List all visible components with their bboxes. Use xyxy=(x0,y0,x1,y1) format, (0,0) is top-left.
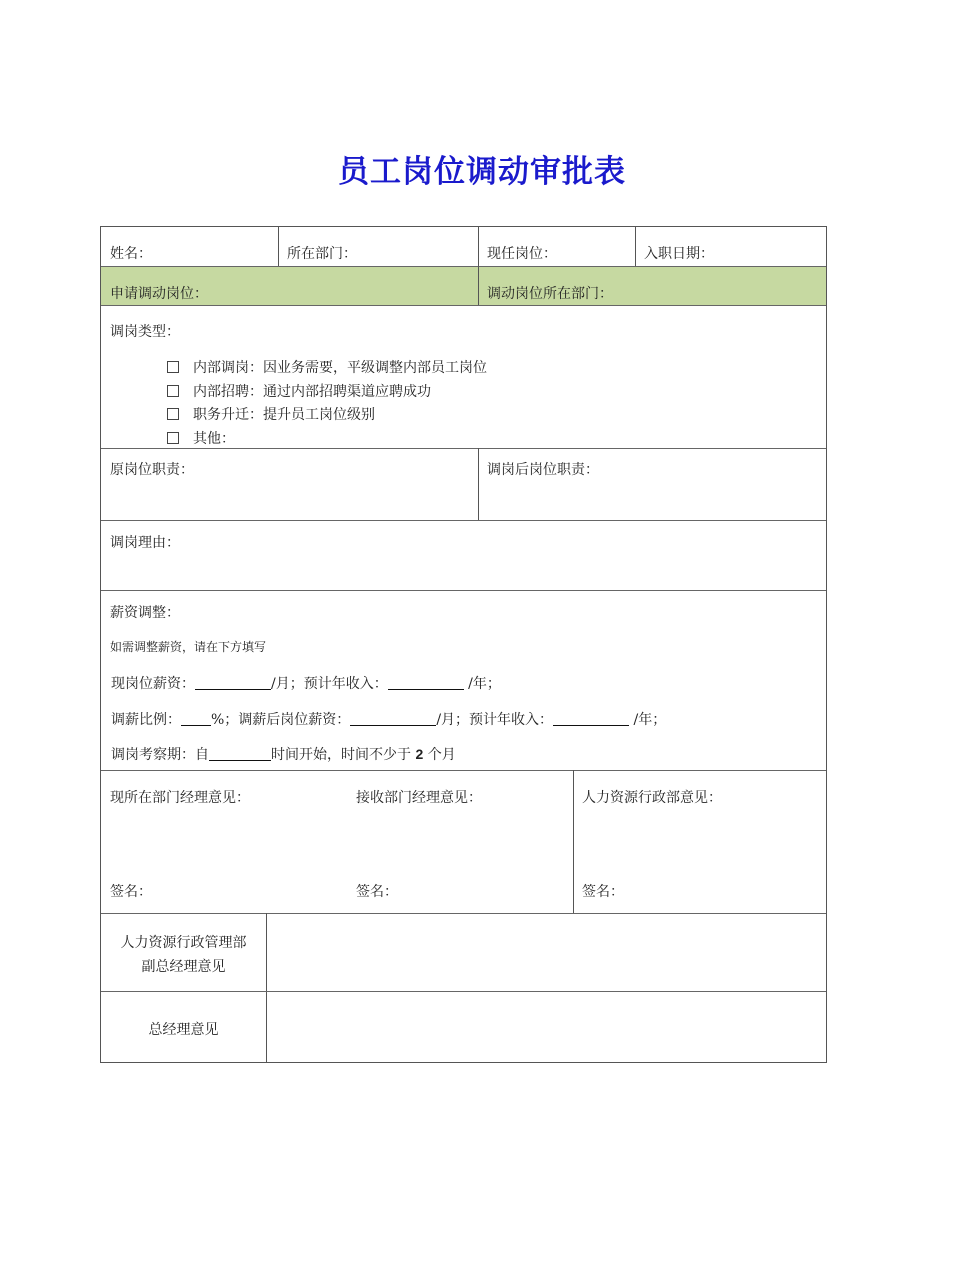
checkbox-icon[interactable] xyxy=(167,385,179,397)
current-position-label: 现任岗位： xyxy=(487,246,557,262)
salary-label: 薪资调整： xyxy=(110,605,180,621)
original-duties-label: 原岗位职责： xyxy=(110,462,194,478)
current-manager-opinion-label: 现所在部门经理意见： xyxy=(110,790,250,806)
current-salary-field[interactable] xyxy=(195,675,271,690)
divider xyxy=(573,770,574,913)
divider xyxy=(478,448,479,520)
divider xyxy=(278,227,279,266)
gm-opinion-label: 总经理意见 xyxy=(148,1022,219,1038)
divider xyxy=(101,770,826,771)
name-label: 姓名： xyxy=(110,246,152,262)
hr-dept-opinion-label: 人力资源行政部意见： xyxy=(582,790,722,806)
divider xyxy=(478,266,479,305)
checkbox-icon[interactable] xyxy=(167,361,179,373)
transfer-type-label: 调岗类型： xyxy=(110,324,180,340)
divider xyxy=(101,913,826,914)
new-annual-field[interactable] xyxy=(553,711,629,726)
transfer-target-row xyxy=(101,266,826,305)
probation-line: 调岗考察期：自 时间开始，时间不少于 2 个月 xyxy=(111,746,456,763)
approval-form xyxy=(100,226,827,1063)
divider xyxy=(101,991,826,992)
checkbox-icon[interactable] xyxy=(167,408,179,420)
signature-label: 签名： xyxy=(582,884,624,900)
divider xyxy=(635,227,636,266)
divider xyxy=(101,520,826,521)
checkbox-icon[interactable] xyxy=(167,432,179,444)
checkbox-promotion[interactable]: 职务升迁：提升员工岗位级别 xyxy=(167,404,375,424)
signature-label: 签名： xyxy=(110,884,152,900)
checkbox-internal-recruitment[interactable]: 内部招聘：通过内部招聘渠道应聘成功 xyxy=(167,381,431,401)
salary-line-adjusted: 调薪比例： %；调薪后岗位薪资： /月；预计年收入： /年； xyxy=(111,712,667,728)
page-title: 员工岗位调动审批表 xyxy=(338,154,626,190)
divider xyxy=(101,448,826,449)
dept-label: 所在部门： xyxy=(287,246,357,262)
probation-start-field[interactable] xyxy=(209,746,271,761)
salary-note: 如需调整薪资，请在下方填写 xyxy=(110,640,267,654)
new-salary-field[interactable] xyxy=(350,711,436,726)
salary-line-current: 现岗位薪资： /月；预计年收入： /年； xyxy=(111,676,501,692)
vp-opinion-label-line1: 人力资源行政管理部 xyxy=(120,935,247,951)
checkbox-internal-transfer[interactable]: 内部调岗：因业务需要，平级调整内部员工岗位 xyxy=(167,357,487,377)
vp-opinion-label-line2: 副总经理意见 xyxy=(141,959,226,975)
target-dept-label: 调动岗位所在部门： xyxy=(487,286,613,302)
apply-position-label: 申请调动岗位： xyxy=(110,286,208,302)
receiving-manager-opinion-label: 接收部门经理意见： xyxy=(356,790,482,806)
divider xyxy=(266,913,267,1062)
divider xyxy=(478,227,479,266)
signature-label: 签名： xyxy=(356,884,398,900)
divider xyxy=(101,590,826,591)
hire-date-label: 入职日期： xyxy=(644,246,714,262)
current-annual-field[interactable] xyxy=(388,675,464,690)
checkbox-other[interactable]: 其他： xyxy=(167,428,235,448)
reason-label: 调岗理由： xyxy=(110,535,180,551)
new-duties-label: 调岗后岗位职责： xyxy=(487,462,599,478)
divider xyxy=(101,305,826,306)
raise-ratio-field[interactable] xyxy=(181,711,211,726)
